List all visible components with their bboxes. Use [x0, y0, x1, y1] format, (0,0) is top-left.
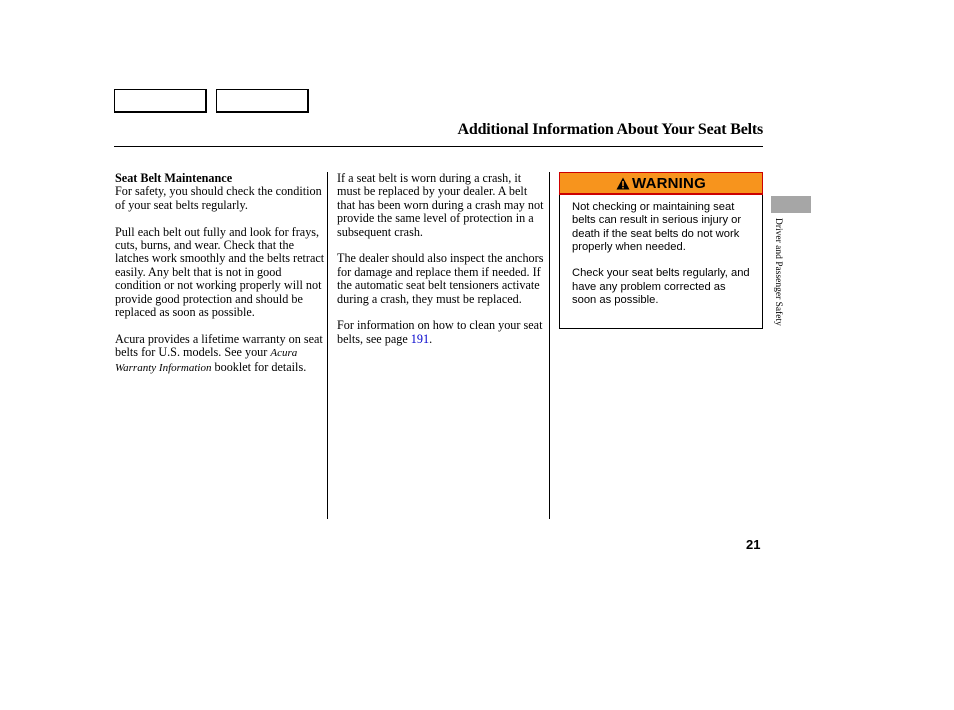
paragraph-text: For information on how to clean your seat belts, see page	[337, 318, 543, 346]
nav-tab-button[interactable]	[114, 89, 207, 113]
booklet-title: Acura Warranty Information	[115, 347, 298, 374]
section-side-tab[interactable]	[771, 196, 811, 213]
section-heading: Seat Belt Maintenance	[115, 171, 233, 185]
warning-paragraph: Not checking or maintaining seat belts can result in serious injury or death if the seat belts do not work properly when needed.	[572, 201, 742, 253]
nav-tab-button[interactable]	[216, 89, 309, 113]
column-divider	[327, 172, 328, 519]
warning-triangle-icon	[616, 177, 630, 190]
paragraph: For safety, you should check the condition of your seat belts regularly.	[115, 184, 322, 212]
paragraph: The dealer should also inspect the anchors for damage and replace them if needed. If the automatic seat belt tensioners activate during a crash, they must be replaced.	[337, 251, 544, 306]
title-rule	[114, 146, 763, 147]
warning-header	[560, 173, 762, 194]
warning-body	[560, 194, 762, 307]
paragraph: Pull each belt out fully and look for frays, cuts, burns, and wear. Check that the latches work smoothly and the belts retract easily. Any belt that is not in good condition or not working properly will not provide good protection and should be replaced as soon as possible.	[115, 224, 325, 320]
warning-paragraph: Check your seat belts regularly, and have any problem corrected as soon as possible.	[572, 267, 750, 307]
page-title: Additional Information About Your Seat Belts	[457, 121, 763, 138]
column-divider	[549, 172, 550, 519]
paragraph	[337, 319, 545, 346]
paragraph-text: Acura provides a lifetime warranty on seat belts for U.S. models. See your	[115, 331, 323, 360]
page-number: 21	[746, 537, 761, 552]
text-column-1	[115, 172, 325, 388]
warning-label: WARNING	[632, 174, 706, 192]
page-reference-link[interactable]: 191	[410, 331, 430, 346]
paragraph-text: .	[429, 331, 433, 346]
paragraph-text: booklet for details.	[214, 359, 307, 374]
paragraph	[115, 333, 325, 375]
warning-box	[559, 172, 763, 329]
paragraph: If a seat belt is worn during a crash, it must be replaced by your dealer. A belt that has been worn during a crash may not provide the same level of protection in a subsequent crash.	[337, 171, 544, 239]
text-column-2	[337, 172, 545, 360]
section-side-label: Driver and Passenger Safety	[773, 218, 783, 326]
